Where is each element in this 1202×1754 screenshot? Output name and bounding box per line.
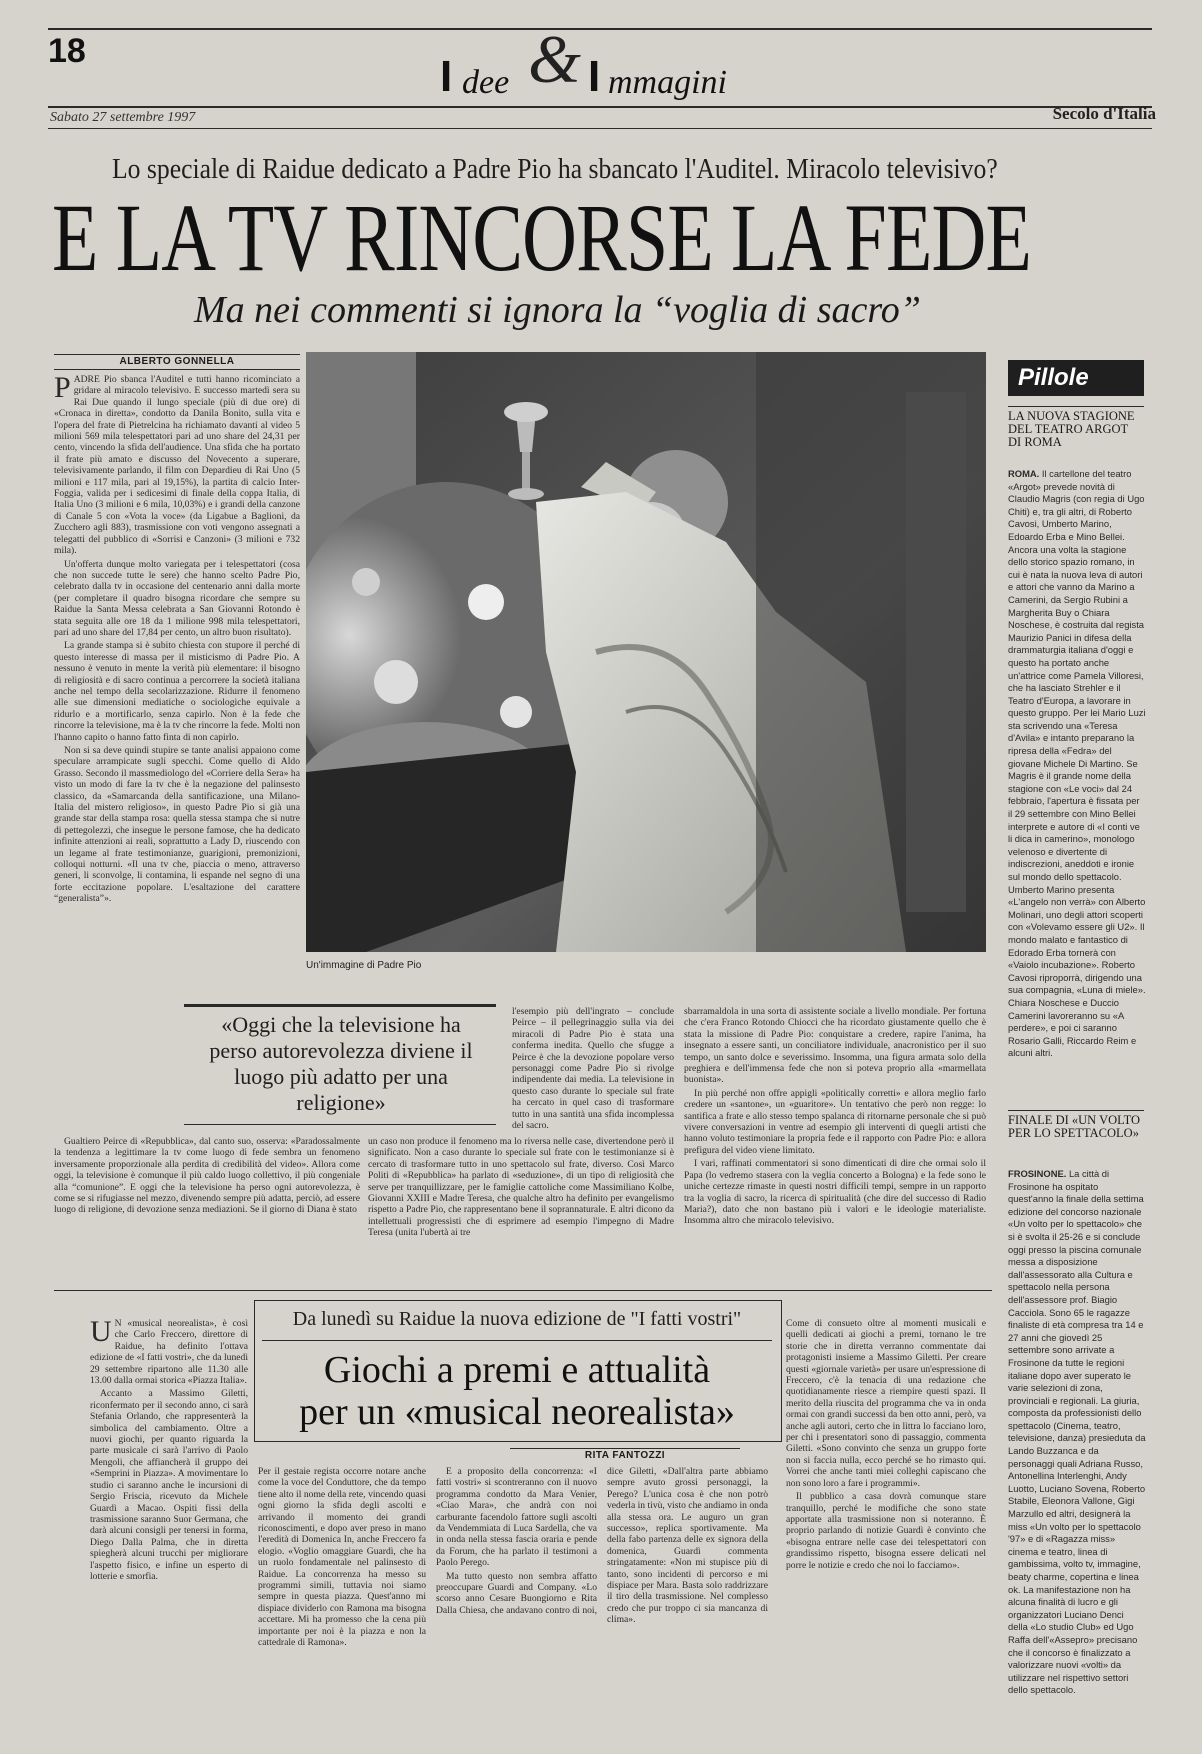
section-title — [436, 20, 796, 100]
sidebar-item2-text: La città di Frosinone ha ospitato quest'anno la finale della settima edizione del concorso nazionale «Un volto per lo spettacolo» che si è svolta il 25-26 e si conclude oggi presso la piscina comunale messa a disposizione dall'assessorato alla Cultura e spettacolo nella persona dell'assessore prof. Biagio Cacciola. Sono 65 le ragazze finaliste di età compresa tra 14 e 27 anni che giovedì 25 settembre sono arrivate a Frosinone da tutte le regioni italiane dopo aver superato le varie selezioni di zona, provinciali e regionali. La giuria, composta da professionisti dello spettacolo (Cinema, teatro, televisione, danza) presieduta da Lando Buzzanca e da personaggi quali Adriana Russo, Antonellina Interlenghi, Andy Luotto, Luciano Sovena, Roberto Stabile, Eleonora Vallone, Gigi Marzullo ed altri, designerà la miss «Un volto per lo spettacolo '97» e di «Ragazza miss» cinema e teatro, linea di gambissima, volto tv, immagine, beaty charme, copertina e linea ok. La manifestazione non ha alcuna finalità di lucro e gli organizzatori Luciano Denci della «Lo studio Club» ed Ugo Raffa dell'«Assepro» precisano che il concorso è finalizzato a valorizzare nuovi «volti» da utilizzare nel rispettivo settori dello spettacolo. — [1008, 1168, 1146, 1696]
section-initial-i: I — [440, 52, 453, 101]
main-paragraph: Gualtiero Peirce di «Repubblica», dal canto suo, osserva: «Paradossalmente la tendenza a legittimare la tv come luogo di fede sembra un fenomeno inversamente proporzionale alla perdita di credibilità del video». Allora come oggi, la televisione è comunque il più caldo luogo collettivo, il più congeniale alla “comunione”. E oggi che la televisione ha perso ogni autorevolezza, è come se si rifugiasse nel mezzo, divenendo sempre più adatta, perciò, ad essere luogo di religione, di devozione senza mediazioni. Se il giorno di Diana è stato — [54, 1136, 360, 1216]
section-ampersand: & — [528, 21, 581, 97]
second-paragraph: Ma tutto questo non sembra affatto preoccupare Guardì and Company. «Lo scorso anno Cesare Buongiorno e Rita Dalla Chiesa, che andavano contro di noi, dice Giletti, «Dall'altra parte abbiamo sempre avuto grossi personaggi, la Perego? L'unica cosa è che non potrò vederla in tivù, visto che andiamo in onda alla stessa ora. Le auguro un gran successo», replica sportivamente. Ma della fabo partenza delle ex signora della domenica, Guardì commenta stringatamente: «Non mi stupisce più di tanto, sono incidenti di percorso e mi dispiace per Mara. Basta solo raddrizzare il tiro della trasmissione. Nel complesso credo che pur troppo ci sia mancanza di clima». — [436, 1466, 768, 1626]
second-byline-rule — [510, 1448, 740, 1449]
main-column-right — [684, 1006, 986, 1264]
padre-pio-photo — [306, 352, 986, 952]
header-rule — [48, 106, 1152, 108]
main-column-center-lower — [368, 1136, 674, 1264]
second-column-1 — [90, 1318, 248, 1722]
second-column-4 — [786, 1318, 986, 1722]
second-column-2 — [258, 1466, 426, 1722]
section-initial-i2: I — [588, 52, 601, 101]
sidebar-item2-rule — [1008, 1110, 1144, 1111]
sidebar-item1-place: ROMA. — [1008, 468, 1040, 479]
second-kicker: Da lunedì su Raidue la nuova edizione de "I fatti vostri" — [292, 1308, 742, 1330]
padre-pio-image — [306, 352, 986, 952]
sidebar-title-box — [1008, 360, 1144, 396]
main-column-left — [54, 374, 300, 956]
main-paragraph: Non si sa deve quindi stupire se tante analisi appaiono come speculare arrampicate sugli specchi. Come quello di Aldo Grasso. Secondo il massmediologo del «Corriere della Sera» ha visto un modo di fare la tv che è la negazione del palinsesto classico, da «Samarcanda della santificazione, una Milano-Italia del mistero religioso», in questo Padre Pio si già una grande star della stampa rosa: quella stessa stampa che si nutre di pettegolezzi, che insegue le persone famose, che ha dedicato infinite attenzioni ai reali, soprattutto a Lady D, riuscendo con un legame al frate testimonianze, guarigioni, premonizioni, colloqui notturni. «Il una tv che, piaccia o meno, attraverso generi, li sconvolge, li contamina, li espande nel segno di una forte eccitazione popolare. L'esaltazione del carattere “generalista”». — [54, 745, 300, 905]
pullquote-rule-top — [184, 1004, 496, 1007]
main-headline: E LA TV RINCORSE LA FEDE — [52, 184, 1031, 291]
sidebar-item1-title: LA NUOVA STAGIONE DEL TEATRO ARGOT DI ROMA — [1008, 409, 1135, 449]
main-paragraph: l'esempio più dell'ingrato – conclude Peirce – il pellegrinaggio sulla via dei miracoli di Padre Pio è stata una conferma inedita. Quello che sfugge a Peirce è che la devozione popolare verso personaggi come Padre Pio si rivolge indipendente dai media. La televisione in questo caso durante lo speciale sul frate ha cercato in quel caso di trasformare tutto in una santità una sfida incomplessa del sacro. — [512, 1006, 674, 1132]
photo-caption: Un'immagine di Padre Pio — [306, 960, 422, 971]
second-article-rule — [54, 1290, 992, 1291]
main-column-left-lower — [54, 1136, 360, 1264]
byline-rule — [54, 354, 300, 355]
main-paragraph: sbarramaldola in una sorta di assistente sociale a livello mondiale. Per fortuna che c'era Franco Rotondo Chiocci che ha ricordato giustamente quello che è stata la missione di Padre Pio: conquistare a credere, rapire l'anima, ha insegnato a essere santi, un conciliatore individuale, anacronistico per il suo tempo, un santo dolce e severissimo. Insomma, una figura armata solo della preghiera e dell'immensa fede che non si poteva proprio alla «marmellata buonista». — [684, 1006, 986, 1086]
sidebar-item1-text: Il cartellone del teatro «Argot» prevede novità di Claudio Magris (con regia di Ugo Chiti) e, tra gli altri, di Roberto Cavosi, Umberto Marino, Edoardo Erba e Mino Bellei. Ancora una volta la stagione dello storico spazio romano, in cui è nata la nuova leva di autori e attori che vanno da Marino a Camerini, da Sergio Rubini a Margherita Buy o Chiara Noschese, è costruita dal regista Maurizio Panici in difesa della drammaturgia italiana d'oggi e questo ha portato anche un'attrice come Pamela Villoresi, che ha lasciato Strehler e il Teatro d'Europa, a lavorare in questo gruppo. Per lei Mario Luzi sta scrivendo una «Teresa d'Avila» e intanto preparano la ripresa della «Fedra» del giovane Michele Di Martino. Se Magris è il grande nome della stagione con «Le voci» dal 24 febbraio, l'apertura è fissata per il 29 settembre con Mino Bellei interprete e autore di «I conti ve li dica in camerino», monologo velenoso e divertente di indiscrezioni, aneddoti e ironie sul mondo dello spettacolo. Umberto Marino presenta «L'angelo non verrà» con Alberto Molinari, uno degli attori scoperti con «Volevamo essere gli U2». Il mondo malato e fantastico di Edorado Erba tornerà con «Vaiolo incubazione». Roberto Cavosi riproporrà, dirigendo una sua compagnia, «Luna di miele». Chiara Noschese e Duccio Camerini lavoreranno su «A perdere», e poi ci saranno Rosario Galli, Riccardo Reim e alcuni altri. — [1008, 468, 1146, 1059]
main-kicker: Lo speciale di Raidue dedicato a Padre Pio ha sbancato l'Auditel. Miracolo televisivo? — [112, 154, 998, 185]
second-paragraph: Per il gestaie regista occorre notare anche come la voce del Conduttore, che da tempo tiene alto il nome della rete, vincendo quasi ogni giorno la sfida degli ascolti e arrivando il momento dei grandi riconoscimenti, e dopo aver preso in mano l'eredità di Domenica In, anche Freccero fa elogio. «Voglio omaggiare Guardì, che ha un ruolo fondamentale nel palinsesto di Raidue. La concorrenza ha messo su programmi simili, tuttavia noi siamo sempre in questa piazza. Quest'anno mi dispiace dividerlo con Ramona ma bisogna accettare. Mi ha promesso che la cena più importante per noi è la piazza e non la cattedrale di Ramona». — [258, 1466, 426, 1649]
main-column-center-upper — [512, 1006, 674, 1132]
sidebar-item1-body — [1008, 468, 1146, 1068]
second-dropcap: U — [90, 1318, 112, 1348]
second-paragraph: Come di consueto oltre al momenti musicali e quelli dedicati ai giochi a premi, tornano le tre storie che in diretta verranno commentate dai protagonisti insieme a Massimo Giletti. Per creare questi «giornale varietà» per usare un'espressione di Freccero, c'è la tenacia di una redazione che quotidianamente riesce a riempire questi spazi. Il merito della riuscita del programma che va in onda ormai con grandi successi da ben otto anni, però, va anche agli autori, certo che in lìttra lo facciano loro, per chi i presentatori sono di passaggio, commenta Giletti. «Sono convinto che senza un gruppo forte non si faccia nulla, ecco perché se ho rimasto qui. Vorrei che anche tanti miei colleghi capiscano che non sono loro a fare i programmi». — [786, 1318, 986, 1489]
main-byline: ALBERTO GONNELLA — [119, 356, 235, 367]
sidebar-item2-title: FINALE DI «UN VOLTO PER LO SPETTACOLO» — [1008, 1113, 1141, 1140]
main-paragraph: I vari, raffinati commentatori si sono dimenticati di dire che ormai solo il Papa (lo vedremo stasera con la veglia concerto a Bologna) e la fede sono le uniche certezze rimaste in questi nostri difficili tempi, sempre in un rapporto tra la voglia di sacro, la ricerca di spiritualità (che dire del successo di Radio Maria?), dato che non bastano più i valori e le ideologie materialiste. Insomma altro che miracolo televisivo. — [684, 1158, 986, 1227]
main-paragraph: ADRE Pio sbanca l'Auditel e tutti hanno ricominciato a gridare al miracolo televisivo. E successo martedì sera su Rai Due quando il lungo speciale (più di due ore) di «Cronaca in diretta», condotto da Danila Bonito, sulla vita e l'opera del frate di Pietrelcina ha richiamato davanti al video 5 milioni 569 mila telespettatori pari ad uno share del 24,31 per cento, vincendo la sfida dell'audience. Una sfida che ha portato il frate più amato e discusso del Novecento a superare, televisivamente parlando, il film con Depardieu di Rai Uno (5 milioni e 117 mila, pari al 19,15%), la partita di calcio Inter-Foggia, valida per i sedicesimi di finale della coppa Italia, di Italia Uno (3 milioni e 6 mila, 10,03%) e i grandi della canzone di Canale 5 con «Vota la voce» (da Ligabue a Baglioni, da Zucchero agli 883), trasmissione con voti vengono assegnati a telegatti del pubblico di «Sorrisi e Canzoni» (3 milioni e 732 mila). — [54, 374, 300, 557]
issue-date: Sabato 27 settembre 1997 — [50, 110, 196, 125]
second-column-3 — [436, 1466, 768, 1722]
sidebar-title: Pillole — [1018, 364, 1089, 391]
newspaper-name: Secolo d'Italia — [1052, 104, 1156, 123]
second-byline: RITA FANTOZZI — [584, 1450, 666, 1461]
second-paragraph: Accanto a Massimo Giletti, riconfermato per il secondo anno, ci sarà Stefania Orlando, che rappresenterà la simbolica del cambiamento. Oltre a nuovi giochi, per quanto riguarda la parte musicale ci sarà l'arrivo di Paolo Mengoli, che affiancherà il gruppo dei «Semprini in Piazza». A movimentare lo studio ci saranno anche le incursioni di Sergio Friscia, ricevuto da Michele Guardì a Macao. Ospiti fissi della trasmissione saranno Suor Germana, che darà alcuni consigli per tenersi in forma, Diego Dalla Palma, che in diretta spiegherà alcuni trucchi per migliorare l'aspetto fisico, e infine un esperto di lotterie e smorfia. — [90, 1388, 248, 1582]
section-word-dee: dee — [462, 64, 510, 101]
second-headline-line2: per un «musical neorealista» — [299, 1391, 735, 1433]
main-dropcap: P — [54, 374, 71, 404]
second-paragraph: N «musical neorealista», è così che Carlo Freccero, direttore di Raidue, ha definito l'ottava edizione de «I fatti vostri», che da lunedì 29 settembre ripartono alle 11.30 alle 13.00 dalla ormai storica «Piazza Italia». — [90, 1318, 248, 1387]
pullquote-rule-bottom — [184, 1124, 496, 1125]
page-number: 18 — [48, 32, 86, 70]
second-paragraph: E a proposito della concorrenza: «I fatti vostri» si scontreranno con il nuovo programma condotto da Mara Venier, «Ciao Mara», che andrà con noi carburante facendolo fattore sugli ascolti da Vendemmiata di Luca Sardella, che va in onda nella stessa fascia oraria e pende da Forum, che ha parlato il testimoni a Paolo Perego. — [436, 1466, 597, 1569]
section-word-mmagini: mmagini — [608, 64, 727, 101]
second-paragraph: Il pubblico a casa dovrà comunque stare tranquillo, perché le modifiche che sono state apportate alla trasmissione non si noteranno. È proprio parlando di notizie Guardì è convinto che «bisogna entrare nelle case dei telespettatori con grandissimo rispetto, bisogna essere delicati nel porre le notizie e credo che noi lo facciamo». — [786, 1491, 986, 1571]
pull-quote: «Oggi che la televisione ha perso autorevolezza diviene il luogo più adatto per una religione» — [209, 1012, 473, 1115]
second-kicker-rule — [262, 1340, 772, 1341]
sidebar-item1-rule — [1008, 406, 1144, 407]
header-rule-lower — [48, 128, 1152, 129]
byline-rule-lower — [54, 369, 300, 370]
second-headline-line1: Giochi a premi e attualità — [323, 1349, 711, 1391]
main-subheadline: Ma nei commenti si ignora la “voglia di sacro” — [194, 289, 921, 331]
main-paragraph: un caso non produce il fenomeno ma lo riversa nelle case, divertendone però il significato. Non a caso durante lo speciale sul frate con le testimonianze si è cercato di trasformare tutto in uno spettacolo sul frate, diverso. Così Marco Politi di «Repubblica» ha parlato di «seduzione», di un tipo di religiosità che serve per tranquillizzare, per le famiglie cattoliche come Massimiliano Kolbe, Giovanni XXIII e Madre Teresa, che qualche altro ha definito per evangelismo rispetto a Padre Pio, che rappresentano bene il soprannaturale. E altri dicono da intellettuali progressisti che di esprimere ad esempio l'impegno di Madre Teresa (unita l'ubertà ai tre — [368, 1136, 674, 1239]
main-paragraph: La grande stampa si è subito chiesta con stupore il perché di questo interesse di massa per il misticismo di Padre Pio. A nessuno è venuto in mente la verità più elementare: il bisogno di religiosità e di sacro continua a percorrere la società italiana anche nel tempo della secolarizzazione. Ridurre il fenomeno alle sue dimensioni mediatiche o sociologiche equivale a ridurlo e a mortificarlo, senza capirlo. Non è la fede che rincorre la televisione, ma è la tv che rincorre la fede. Molti non l'hanno capito o hanno fatto finta di non capirlo. — [54, 640, 300, 743]
main-paragraph: Un'offerta dunque molto variegata per i telespettatori (cosa che non succede tutte le sere) che hanno scelto Padre Pio, celebrato dalla tv in occasione del centenario anni dalla morte (per completare il quadro bisogna ricordare che sempre su Raidue la Santa Messa celebrata a San Giovanni Rotondo è stata seguita alle ore 18 da 1 milione 998 mila telespettatori, pari ad uno share del 17,84 per cento, un altro buon risultato). — [54, 558, 300, 638]
main-paragraph: In più perché non offre appigli «politically corretti» e allora meglio farlo credere un «santone», un «guaritore». Un tentativo che però non regge: lo santifica a frate e allo stesso tempo spalanca di ritornarne personale che si può vivere conversazioni in ventre ad esempio gli interventi di quegli artisti che hanno voluto testimoniare la propria fede e il rapporto con Padre Pio: e allora prefigura del video viene limitato. — [684, 1087, 986, 1156]
sidebar-item2-place: FROSINONE. — [1008, 1168, 1067, 1179]
sidebar-item2-body — [1008, 1168, 1146, 1720]
